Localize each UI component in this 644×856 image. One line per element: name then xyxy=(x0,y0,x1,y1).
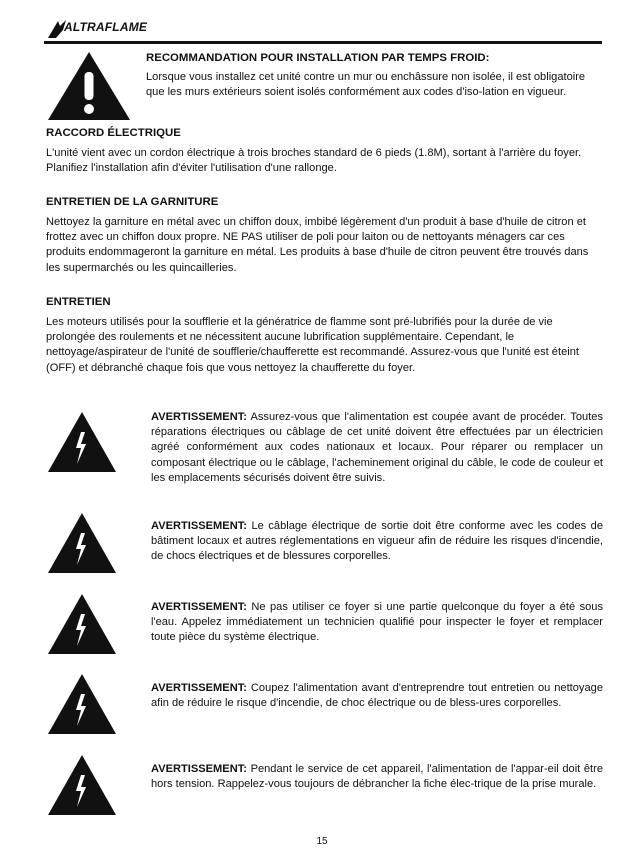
warning-5 xyxy=(151,762,603,792)
warning-4 xyxy=(151,681,603,711)
maintenance-section xyxy=(46,296,604,376)
maintenance-title: ENTRETIEN xyxy=(46,296,111,308)
cold-weather-title: RECOMMANDATION POUR INSTALLATION PAR TEMPS FROID: xyxy=(146,52,490,64)
warning-5-text: Pendant le service de cet appareil, l'alimentation de l'appar-eil doit être hors tension. Rappelez-vous toujours de débrancher la fiche élec-trique de la prise murale. xyxy=(151,763,603,791)
electrical-hazard-icon xyxy=(46,511,118,575)
brand-name: ALTRAFLAME xyxy=(64,20,148,34)
trim-care-text: Nettoyez la garniture en métal avec un chiffon doux, imbibé légèrement d'un produit à base d'huile de citron et frottez avec un chiffon doux propre. NE PAS utiliser de poli pour laiton ou de nettoyants ménagers car ces produits endommageront la garniture en métal. Les produits à base d'huile de citron peuvent être trouvés dans les supermarchés ou les quincailleries. xyxy=(46,216,589,274)
electrical-text: L'unité vient avec un cordon électrique à trois broches standard de 6 pieds (1.8M), sortant à l'arrière du foyer. Planifiez l'installation afin d'éviter l'utilisation d'une rallonge. xyxy=(46,147,582,175)
electrical-title: RACCORD ÉLECTRIQUE xyxy=(46,127,181,139)
warning-2-text: Le câblage électrique de sortie doit être conforme avec les codes de bâtiment locaux et autres réglementations en vigueur afin de réduire les risques d'incendie, de chocs électriques et de blessures corporelles. xyxy=(151,520,603,563)
warning-4-label: AVERTISSEMENT: xyxy=(151,682,247,694)
electrical-hazard-icon xyxy=(46,753,118,817)
electrical-hazard-icon xyxy=(46,410,118,474)
exclamation-warning-icon xyxy=(46,50,132,122)
cold-weather-text: Lorsque vous installez cet unité contre un mur ou enchâssure non isolée, il est obligatoire que les murs extérieurs soient isolés conformément aux codes d'iso-lation en vigueur. xyxy=(146,71,586,99)
electrical-hazard-icon xyxy=(46,592,118,656)
warning-1-text: Assurez-vous que l'alimentation est coupée avant de procéder. Toutes réparations électriques ou câblage de cet unité doivent être effectuées par un électricien agréé conformément aux codes nationaux et locaux. Pour réparer ou remplacer un composant électrique ou le câblage, l'acheminement original du câble, le code de couleur et les emplacements sécurisés doivent être suivis. xyxy=(151,411,603,484)
electrical-hazard-icon xyxy=(46,672,118,736)
header-rule xyxy=(44,41,602,44)
warning-5-label: AVERTISSEMENT: xyxy=(151,763,247,775)
trim-care-section xyxy=(46,196,604,276)
trim-care-title: ENTRETIEN DE LA GARNITURE xyxy=(46,196,219,208)
warning-3-text: Ne pas utiliser ce foyer si une partie quelconque du foyer a été sous l'eau. Appelez immédiatement un technicien qualifié pour inspecter le foyer et remplacer toute pièce du système électrique. xyxy=(151,601,603,644)
page-number: 15 xyxy=(316,836,328,847)
warning-3 xyxy=(151,600,603,646)
warning-4-text: Coupez l'alimentation avant d'entreprendre tout entretien ou nettoyage afin de réduire le risque d'incendie, de choc électrique ou de bless-ures corporelles. xyxy=(151,682,603,710)
electrical-section xyxy=(46,127,604,176)
warning-1 xyxy=(151,410,603,486)
maintenance-text: Les moteurs utilisés pour la soufflerie et la génératrice de flamme sont pré-lubrifiés pour la durée de vie prolongée des roulements et ne nécessitent aucune lubrification supplémentaire. Cependant, le nettoyage/aspirateur de l'unité de soufflerie/chaufferette est recommandé. Assurez-vous que l'unité est éteint (OFF) et débranché chaque fois que vous nettoyez la chaufferette du foyer. xyxy=(46,316,579,374)
warning-2 xyxy=(151,519,603,565)
warning-3-label: AVERTISSEMENT: xyxy=(151,601,247,613)
warning-1-label: AVERTISSEMENT: xyxy=(151,411,247,423)
warning-2-label: AVERTISSEMENT: xyxy=(151,520,247,532)
